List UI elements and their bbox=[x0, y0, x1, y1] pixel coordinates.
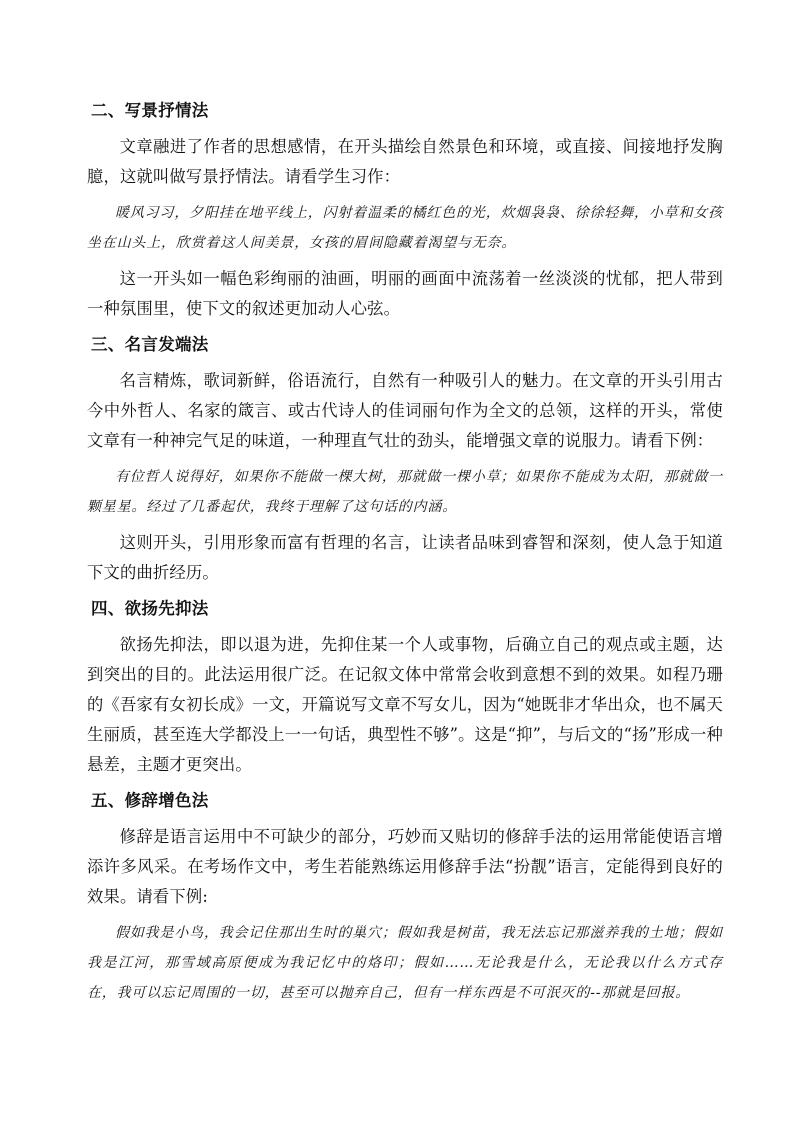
document-page bbox=[87, 96, 723, 1014]
section-heading-scenery: 二、写景抒情法 bbox=[91, 101, 209, 120]
section-paragraph: 名言精炼，歌词新鲜，俗语流行，自然有一种吸引人的魅力。在文章的开头引用古今中外哲人、名家的箴言、或古代诗人的佳词丽句作为全文的总领，这样的开头，常使文章有一种神完气足的味道，一种理直气壮的劲头，能增强文章的说服力。请看下例： bbox=[87, 371, 723, 450]
section-heading-quotation: 三、名言发端法 bbox=[91, 335, 209, 354]
section-paragraph: 修辞是语言运用中不可缺少的部分，巧妙而又贴切的修辞手法的运用常能使语言增添许多风采。在考场作文中，考生若能熟练运用修辞手法“扮靓”语言，定能得到良好的效果。请看下例: bbox=[87, 827, 723, 906]
section-paragraph: 这则开头，引用形象而富有哲理的名言，让读者品味到睿智和深刻，使人急于知道下文的曲折经历。 bbox=[87, 533, 723, 582]
section-paragraph: 文章融进了作者的思想感情，在开头描绘自然景色和环境，或直接、间接地抒发胸臆，这就叫做写景抒情法。请看学生习作： bbox=[87, 137, 723, 186]
section-heading-rhetoric: 五、修辞增色法 bbox=[91, 791, 209, 810]
section-paragraph: 欲扬先抑法，即以退为进，先抑住某一个人或事物，后确立自己的观点或主题，达到突出的目的。此法运用很广泛。在记叙文体中常常会收到意想不到的效果。如程乃珊的《吾家有女初长成》一文，开篇说写文章不写女儿，因为“她既非才华出众，也不属天生丽质，甚至连大学都没上一一句话，典型性不够”。这是“抑”，与后文的“扬”形成一种悬差，主题才更突出。 bbox=[87, 635, 723, 774]
section-heading-suppress-then-praise: 四、欲扬先抑法 bbox=[91, 599, 209, 618]
example-excerpt: 假如我是小鸟，我会记住那出生时的巢穴；假如我是树苗，我无法忘记那滋养我的土地；假如我是江河，那雪域高原便成为我记忆中的烙印；假如……无论我是什么，无论我以什么方式存在，我可以忘记周围的一切，甚至可以抛弃自己，但有一样东西是不可泯灭的--那就是回报。 bbox=[87, 925, 723, 1001]
section-paragraph: 这一开头如一幅色彩绚丽的油画，明丽的画面中流荡着一丝淡淡的忧郁，把人带到一种氛围里，使下文的叙述更加动人心弦。 bbox=[87, 269, 723, 318]
example-excerpt: 暖风习习，夕阳挂在地平线上，闪射着温柔的橘红色的光，炊烟袅袅、徐徐轻舞，小草和女孩坐在山头上，欣赏着这人间美景，女孩的眉间隐藏着渴望与无奈。 bbox=[87, 205, 723, 251]
example-excerpt: 有位哲人说得好，如果你不能做一棵大树，那就做一棵小草；如果你不能成为太阳，那就做一颗星星。经过了几番起伏，我终于理解了这句话的内涵。 bbox=[87, 469, 723, 515]
